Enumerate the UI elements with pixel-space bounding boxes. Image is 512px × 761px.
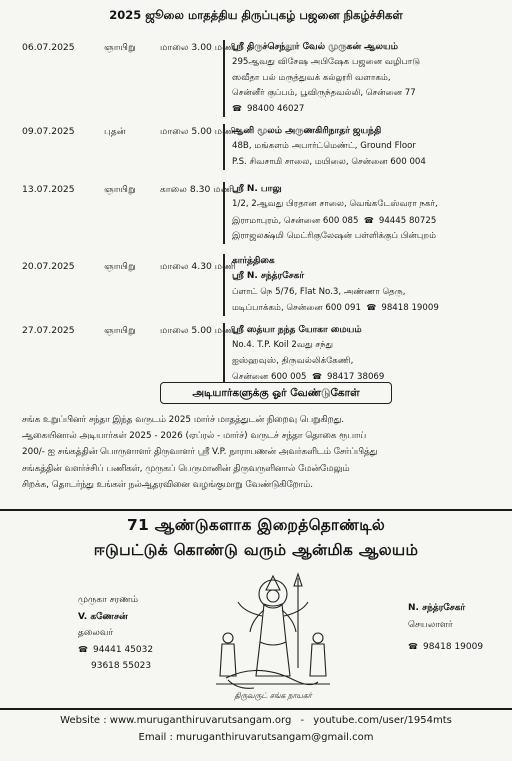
event-venue: ஸ்ரீ N. பாலு bbox=[232, 184, 282, 194]
office-bearers bbox=[16, 570, 496, 704]
president-phone-2: 93618 55023 bbox=[91, 661, 152, 671]
event-day: ஞாயிறு bbox=[104, 184, 136, 195]
event-venue: ஸ்ரீ திருச்செந்தூர் வேல் முருகன் ஆலயம் bbox=[232, 42, 398, 52]
event-date: 27.07.2025 bbox=[22, 325, 75, 336]
event-venue: ஸ்ரீ ஸத்யா நந்த யோகா மையம் bbox=[232, 325, 362, 335]
event-date: 09.07.2025 bbox=[22, 126, 75, 137]
greeting: முருகா சரணம் bbox=[78, 595, 138, 605]
event-details bbox=[223, 40, 493, 117]
event-line-with-phone: இராமாபுரம், சென்னை 600 085 ☎ 94445 80725 bbox=[232, 215, 437, 226]
notice-line: சிறக்க, தொடர்ந்து உங்கள் நல்ஆதரவினை வழங்குமாறு வேண்டுகிறோம். bbox=[22, 479, 314, 490]
event-details bbox=[223, 323, 493, 385]
emblem-caption: திருவருட் சங்க நாயகர் bbox=[234, 691, 312, 700]
event-time: மாலை 3.00 மணி bbox=[160, 42, 236, 53]
notice-body bbox=[22, 412, 492, 493]
event-venue: ஆனி மூலம் அருணகிரிநாதர் ஜயந்தி bbox=[232, 126, 382, 136]
telephone-icon: ☎ bbox=[311, 371, 322, 381]
event-line: 295ஆவது விசேஷ அபிஷேக பஜனை வழிபாடு bbox=[232, 57, 421, 68]
telephone-icon: ☎ bbox=[408, 642, 418, 651]
separator: - bbox=[300, 715, 305, 726]
event-host: ஸ்ரீ N. சந்த்ரசேகர் bbox=[232, 271, 305, 282]
president-role: தலைவர் bbox=[78, 628, 114, 638]
event-day: ஞாயிறு bbox=[104, 42, 136, 53]
event-day: ஞாயிறு bbox=[104, 325, 136, 336]
notice-line: சங்க உறுப்பினர் சந்தா இந்த வருடம் 2025 மார்ச் மாதத்துடன் நிறைவு பெறுகிறது. bbox=[22, 415, 345, 425]
event-line: ஸவீதா பல் மருத்துவக் கல்லூரி வளாகம், bbox=[232, 72, 391, 83]
event-day: புதன் bbox=[104, 126, 126, 137]
event-date: 13.07.2025 bbox=[22, 184, 75, 195]
event-line: 1/2, 2ஆவது பிரதான சாலை, வெங்கடேஸ்வரா நகர், bbox=[232, 199, 438, 210]
president-block bbox=[78, 592, 153, 675]
email-label: Email : bbox=[138, 732, 173, 743]
slogan-line-2: ஈடுபட்டுக் கொண்டு வரும் ஆன்மிக ஆலயம் bbox=[93, 541, 419, 559]
event-line: 48B, மங்களம் அபார்ட்மெண்ட், Ground Floor bbox=[232, 141, 416, 152]
event-line: P.S. சிவசாமி சாலை, மயிலை, சென்னை 600 004 bbox=[232, 156, 426, 167]
slogan-line-1: 71 ஆண்டுகளாக இறைத்தொண்டில் bbox=[126, 516, 386, 534]
event-details bbox=[223, 182, 493, 244]
event-time: மாலை 4.30 மணி bbox=[160, 261, 236, 272]
event-date: 20.07.2025 bbox=[22, 261, 75, 272]
event-line: ப்ளாட் நெ 5/76, Flat No.3, அண்ணா தெரு, bbox=[232, 286, 406, 297]
event-line: சென்னீர் குப்பம், பூவிருந்தவல்லி, சென்னை 77 bbox=[232, 87, 416, 98]
notice-heading: அடியார்களுக்கு ஓர் வேண்டுகோள் bbox=[160, 382, 392, 404]
telephone-icon: ☎ bbox=[78, 644, 88, 654]
event-details bbox=[223, 124, 493, 170]
notice-line: ஆகையினால் அடியார்கள் 2025 - 2026 (ஏப்ரல் - மார்ச்) வருடச் சந்தா தொகை ரூபாய் bbox=[22, 431, 367, 442]
divider-top bbox=[0, 509, 512, 511]
event-details bbox=[223, 254, 493, 316]
telephone-icon: ☎ bbox=[232, 104, 242, 114]
event-line-with-phone: மடிப்பாக்கம், சென்னை 600 091 ☎ 98418 19009 bbox=[232, 302, 439, 313]
email-link[interactable]: muruganthiruvarutsangam@gmail.com bbox=[176, 732, 374, 743]
secretary-name: N. சந்த்ரசேகர் bbox=[408, 603, 466, 613]
divider-bottom bbox=[0, 708, 512, 710]
event-time: மாலை 5.00 மணி bbox=[160, 325, 236, 336]
event-line-with-phone: சென்னை 600 005 ☎ 98417 38069 bbox=[232, 371, 385, 382]
page-title: 2025 ஜூலை மாதத்திய திருப்புகழ் பஜனை நிகழ்ச்சிகள் bbox=[109, 8, 403, 22]
event-time: காலை 8.30 மணி bbox=[160, 184, 235, 195]
notice-line: 200/- ஐ சங்கத்தின் பொருளாளர் திருவாளர் ஸ்ரீ V.P. நாராயணன் அவர்களிடம் சேர்ப்பித்து bbox=[22, 447, 378, 458]
event-venue: கார்த்திகை bbox=[232, 256, 275, 266]
telephone-icon: ☎ bbox=[366, 302, 377, 312]
president-name: V. கணேசன் bbox=[78, 611, 128, 622]
notice-line: சங்கத்தின் வளர்ச்சிப் பணிகள், முருகப் பெருமானின் திருவருளினால் மேன்மேலும் bbox=[22, 463, 350, 474]
event-time: மாலை 5.00 மணி bbox=[160, 126, 236, 137]
event-line: இராஜலக்ஷ்மி மெட்ரிகுலேஷன் பள்ளிக்குப் பின்புறம் bbox=[232, 230, 437, 241]
email-row bbox=[0, 732, 512, 743]
website-label: Website : bbox=[60, 715, 107, 726]
website-link[interactable]: www.muruganthiruvarutsangam.org bbox=[109, 715, 292, 726]
event-phone: ☎ 98400 46027 bbox=[232, 104, 305, 115]
secretary-role: செயலாளர் bbox=[408, 619, 453, 630]
secretary-block bbox=[408, 600, 483, 656]
murugan-emblem-icon bbox=[198, 572, 348, 704]
youtube-link[interactable]: youtube.com/user/1954mts bbox=[313, 715, 452, 726]
event-line: ஐஸ்ஹவுஸ், திருவல்லிக்கேணி, bbox=[232, 355, 354, 366]
president-phone-1: ☎ 94441 45032 bbox=[78, 644, 154, 655]
event-day: ஞாயிறு bbox=[104, 261, 136, 272]
event-date: 06.07.2025 bbox=[22, 42, 75, 53]
secretary-phone: ☎ 98418 19009 bbox=[408, 642, 484, 652]
telephone-icon: ☎ bbox=[363, 215, 374, 225]
website-row bbox=[0, 715, 512, 726]
event-line: No.4. T.P. Koil 2வது சந்து bbox=[232, 340, 334, 351]
